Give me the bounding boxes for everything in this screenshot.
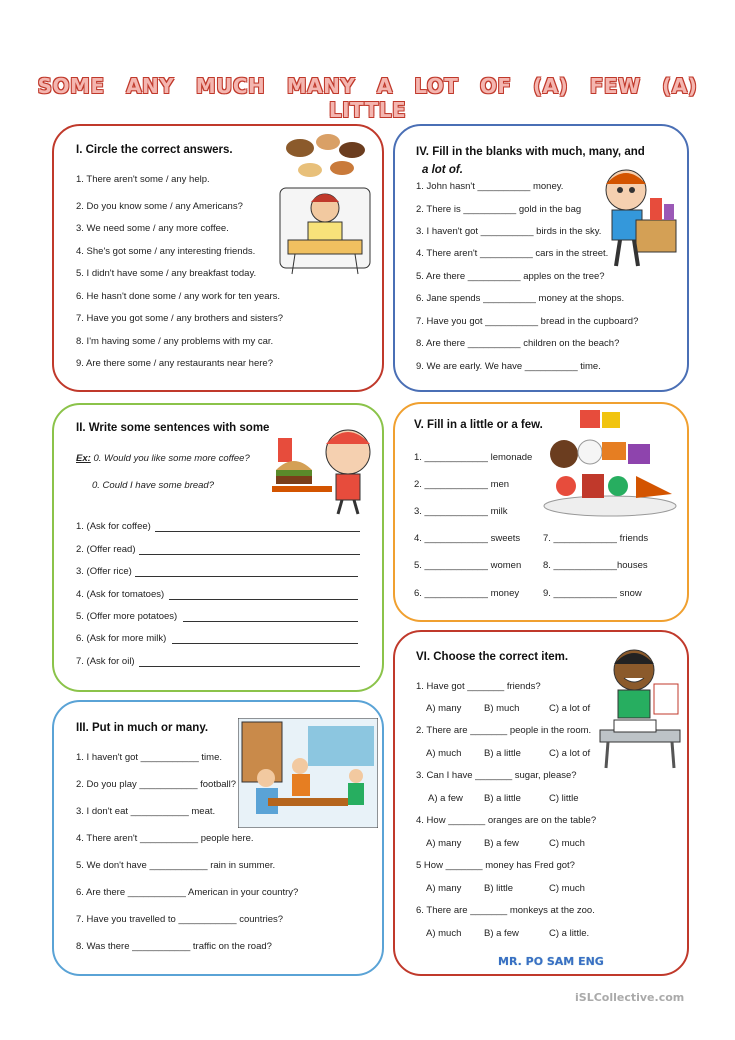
s5-item-3: 3. ____________ milk: [414, 506, 508, 517]
s1-item-3: 3. We need some / any more coffee.: [76, 223, 229, 234]
s6-question-3: 3. Can I have _______ sugar, please?: [416, 770, 577, 781]
answer-line: [169, 599, 358, 600]
s2-example-1-text: 0. Would you like some more coffee?: [93, 453, 250, 464]
s4-item-5: 5. Are there __________ apples on the tree?: [416, 271, 605, 282]
author-credit: MR. PO SAM ENG: [498, 955, 604, 968]
s6-q2-option-b: B) a little: [484, 748, 521, 759]
s6-q3-option-a: A) a few: [428, 793, 463, 804]
s6-q6-option-a: A) much: [426, 928, 462, 939]
s3-item-7: 7. Have you travelled to ___________ countries?: [76, 914, 284, 925]
s6-q4-option-a: A) many: [426, 838, 462, 849]
s6-q2-option-a: A) much: [426, 748, 462, 759]
s2-item-2: 2. (Offer read): [76, 544, 136, 555]
s3-item-8: 8. Was there ___________ traffic on the road?: [76, 941, 272, 952]
s5-item-4: 4. ____________ sweets: [414, 533, 521, 544]
s6-question-6: 6. There are _______ monkeys at the zoo.: [416, 905, 595, 916]
s4-item-2: 2. There is __________ gold in the bag: [416, 204, 582, 215]
s1-item-7: 7. Have you got some / any brothers and sisters?: [76, 313, 283, 324]
food-pyramid-illustration: [540, 406, 680, 518]
s2-item-4: 4. (Ask for tomatoes): [76, 589, 165, 600]
s6-q5-option-b: B) little: [484, 883, 514, 894]
s5-item-5: 5. ____________ women: [414, 560, 522, 571]
s6-q1-option-c: C) a lot of: [549, 703, 591, 714]
s2-item-1: 1. (Ask for coffee): [76, 521, 151, 532]
boy-eating-breakfast-illustration: [270, 128, 380, 278]
s5-item-9: 9. ____________ snow: [543, 588, 642, 599]
s3-item-3: 3. I don't eat ___________ meat.: [76, 806, 216, 817]
s6-question-5: 5 How _______ money has Fred got?: [416, 860, 575, 871]
s6-question-2: 2. There are _______ people in the room.: [416, 725, 592, 736]
s5-item-8: 8. ____________houses: [543, 560, 648, 571]
s3-item-6: 6. Are there ___________ American in your country?: [76, 887, 299, 898]
answer-line: [139, 554, 360, 555]
answer-line: [155, 531, 360, 532]
ex-label: Ex:: [76, 453, 91, 464]
boy-with-fast-food-illustration: [264, 408, 382, 516]
s6-q2-option-c: C) a lot of: [549, 748, 591, 759]
s4-item-7: 7. Have you got __________ bread in the cupboard?: [416, 316, 639, 327]
answer-line: [172, 643, 358, 644]
s5-item-6: 6. ____________ money: [414, 588, 520, 599]
s3-item-1: 1. I haven't got ___________ time.: [76, 752, 223, 763]
s6-q1-option-a: A) many: [426, 703, 462, 714]
s6-question-4: 4. How _______ oranges are on the table?: [416, 815, 597, 826]
student-at-desk-illustration: [594, 640, 686, 770]
section-5-heading: V. Fill in a little or a few.: [414, 419, 543, 431]
s2-item-3: 3. (Offer rice): [76, 566, 132, 577]
s6-q5-option-c: C) much: [549, 883, 585, 894]
s4-item-9: 9. We are early. We have __________ time.: [416, 361, 601, 372]
s6-q4-option-b: B) a few: [484, 838, 519, 849]
s6-q6-option-b: B) a few: [484, 928, 519, 939]
answer-line: [135, 576, 358, 577]
section-4-heading-line1: IV. Fill in the blanks with much, many, and: [416, 146, 645, 158]
s2-example-2: 0. Could I have some bread?: [92, 480, 214, 491]
section-2-heading: II. Write some sentences with some: [76, 422, 270, 434]
s2-item-5: 5. (Offer more potatoes): [76, 611, 178, 622]
s4-item-1: 1. John hasn't __________ money.: [416, 181, 564, 192]
answer-line: [139, 666, 360, 667]
cafe-scene-illustration: [238, 718, 378, 828]
s4-item-3: 3. I haven't got __________ birds in the sky.: [416, 226, 602, 237]
s2-item-6: 6. (Ask for more milk): [76, 633, 167, 644]
boy-with-shopping-box-illustration: [592, 158, 686, 274]
s1-item-2: 2. Do you know some / any Americans?: [76, 201, 243, 212]
s3-item-4: 4. There aren't ___________ people here.: [76, 833, 254, 844]
s4-item-6: 6. Jane spends __________ money at the shops.: [416, 293, 625, 304]
s1-item-5: 5. I didn't have some / any breakfast today.: [76, 268, 257, 279]
s1-item-9: 9. Are there some / any restaurants near here?: [76, 358, 273, 369]
s1-item-4: 4. She's got some / any interesting friends.: [76, 246, 256, 257]
s1-item-1: 1. There aren't some / any help.: [76, 174, 210, 185]
s3-item-5: 5. We don't have ___________ rain in summer.: [76, 860, 276, 871]
s5-item-1: 1. ____________ lemonade: [414, 452, 533, 463]
s6-q3-option-c: C) little: [549, 793, 579, 804]
answer-line: [183, 621, 358, 622]
s4-item-8: 8. Are there __________ children on the beach?: [416, 338, 620, 349]
section-1-heading: I. Circle the correct answers.: [76, 144, 233, 156]
s1-item-8: 8. I'm having some / any problems with my car.: [76, 336, 274, 347]
s6-question-1: 1. Have got _______ friends?: [416, 681, 541, 692]
worksheet-title: SOME ANY MUCH MANY A LOT OF (A) FEW (A) LITTLE: [37, 74, 698, 122]
s3-item-2: 2. Do you play ___________ football?: [76, 779, 237, 790]
s6-q5-option-a: A) many: [426, 883, 462, 894]
section-4-heading-line2: a lot of.: [422, 164, 463, 176]
s6-q3-option-b: B) a little: [484, 793, 521, 804]
site-watermark: iSLCollective.com: [575, 991, 685, 1004]
s5-item-7: 7. ____________ friends: [543, 533, 649, 544]
s5-item-2: 2. ____________ men: [414, 479, 510, 490]
section-6-heading: VI. Choose the correct item.: [416, 651, 569, 663]
s6-q4-option-c: C) much: [549, 838, 585, 849]
s2-example-1: [76, 453, 250, 464]
s2-item-7: 7. (Ask for oil): [76, 656, 135, 667]
section-3-heading: III. Put in much or many.: [76, 722, 209, 734]
s6-q1-option-b: B) much: [484, 703, 520, 714]
s6-q6-option-c: C) a little.: [549, 928, 590, 939]
s4-item-4: 4. There aren't __________ cars in the street.: [416, 248, 609, 259]
s1-item-6: 6. He hasn't done some / any work for ten years.: [76, 291, 281, 302]
